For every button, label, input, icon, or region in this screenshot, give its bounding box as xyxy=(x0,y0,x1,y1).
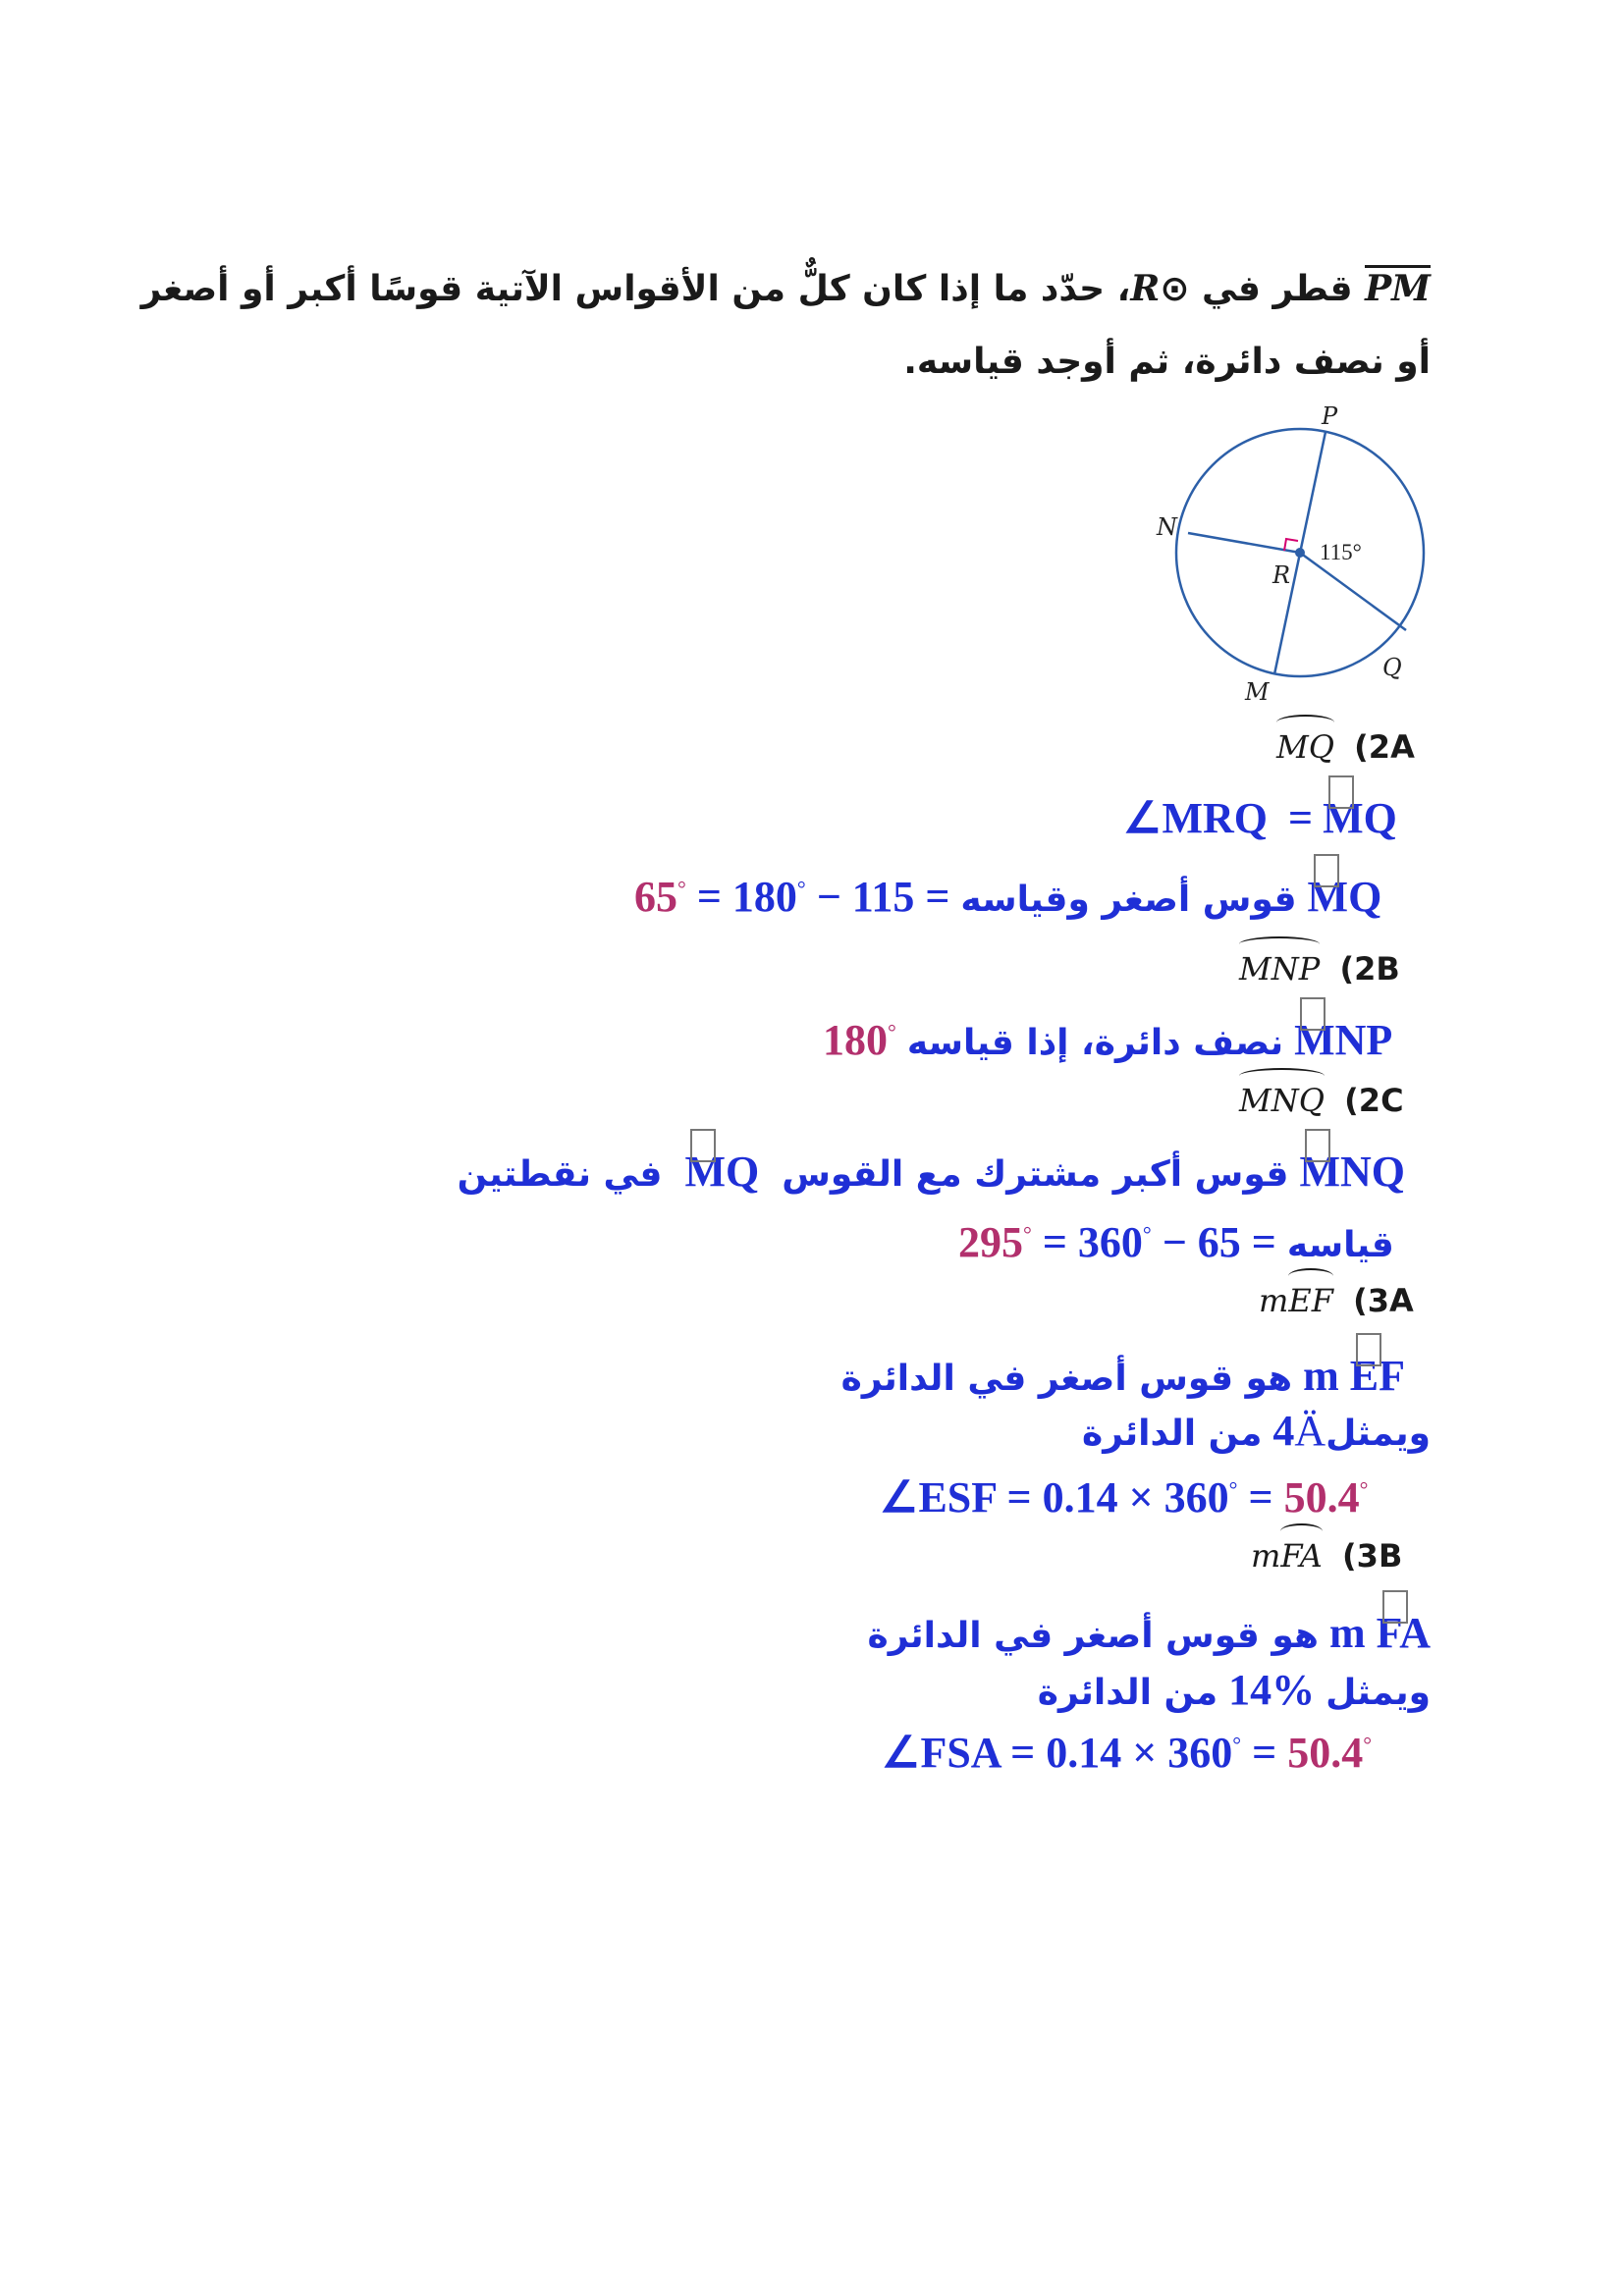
arc-mq-answer-2: MQ xyxy=(1308,872,1382,922)
label-m: M xyxy=(1245,678,1270,706)
circle-name: R xyxy=(1130,268,1161,309)
part-3a-label: m EF (3A xyxy=(1259,1282,1414,1319)
result-3b: 50.4° xyxy=(1287,1729,1372,1777)
text-3b-3: من الدائرة xyxy=(1037,1673,1218,1713)
equals-sign: = xyxy=(1248,1473,1273,1522)
question-line-1 xyxy=(141,265,1431,309)
calc-3b: = 0.14 × 360 xyxy=(1010,1729,1233,1777)
part-2a-num: 2A xyxy=(1368,728,1415,766)
missing-glyph-box xyxy=(1305,1129,1330,1162)
missing-glyph-box xyxy=(1356,1333,1381,1366)
text-2c-2: في نقطتين xyxy=(457,1154,663,1195)
answer-3b-line-2 xyxy=(1038,1665,1431,1715)
answer-2a-line-2: 65° = 180° − 115 = قوس أصغر وقياسه MQ xyxy=(634,872,1381,922)
calc-2a-minus: − 115 = xyxy=(816,873,950,921)
question-text-1: قطر في xyxy=(1189,269,1366,309)
angle-fsa: ∠FSA xyxy=(882,1729,1001,1777)
answer-3a-line-1 xyxy=(841,1351,1405,1401)
result-2b: 180° xyxy=(823,1016,896,1064)
calc-2a: = 180 xyxy=(696,873,797,921)
label-q: Q xyxy=(1382,654,1402,681)
text-2c-1: قوس أكبر مشترك مع القوس xyxy=(782,1154,1289,1195)
equals-sign: = xyxy=(1252,1729,1277,1777)
arc-mq-answer: MQ xyxy=(1323,793,1397,843)
missing-glyph-box xyxy=(1382,1590,1408,1624)
right-angle-mark xyxy=(1284,539,1298,551)
text-3b-1: هو قوس أصغر في الدائرة xyxy=(867,1616,1319,1656)
value-3a: 4 xyxy=(1272,1407,1295,1455)
result-3a: 50.4° xyxy=(1283,1473,1369,1522)
equals-sign: = xyxy=(1287,794,1314,842)
label-r: R xyxy=(1272,561,1291,589)
text-3a-1: هو قوس أصغر في الدائرة xyxy=(840,1359,1293,1399)
calc-2c-minus: − 65 = xyxy=(1162,1218,1276,1266)
calc-2c: = 360 xyxy=(1042,1218,1143,1266)
value-3b: 14% xyxy=(1228,1666,1316,1714)
missing-glyph-box xyxy=(1300,997,1325,1031)
segment-pm: PM xyxy=(1365,265,1431,309)
answer-3a-line-2 xyxy=(1082,1406,1431,1456)
text-3b-2: ويمثل xyxy=(1325,1673,1431,1713)
answer-2a-line-1 xyxy=(1123,793,1397,843)
label-p: P xyxy=(1322,402,1338,430)
circle-figure xyxy=(1129,402,1453,717)
part-2c-num: 2C xyxy=(1358,1082,1404,1119)
part-3b-label: m FA (3B xyxy=(1251,1537,1402,1575)
part-2b-label: MNP (2B xyxy=(1239,950,1400,988)
center-r-dot xyxy=(1295,548,1305,558)
label-n: N xyxy=(1157,513,1177,541)
angle-mrq: ∠MRQ xyxy=(1123,794,1268,842)
answer-3a-line-3: ∠ESF = 0.14 × 360° = 50.4° xyxy=(880,1473,1369,1522)
m-fa-answer: m FA xyxy=(1329,1608,1431,1658)
text-3a-2: ويمثل xyxy=(1325,1414,1431,1454)
measure-m: m xyxy=(1251,1537,1281,1575)
garbled-glyph: Ä xyxy=(1294,1407,1326,1455)
text-3a-3: من الدائرة xyxy=(1081,1414,1263,1454)
missing-glyph-box xyxy=(690,1129,716,1162)
m-ef-answer: m EF xyxy=(1303,1351,1405,1401)
arc-mnq-label: MNQ xyxy=(1239,1082,1325,1119)
result-2c: 295° xyxy=(958,1218,1032,1266)
answer-2b xyxy=(823,1015,1392,1065)
question-line-2: أو نصف دائرة، ثم أوجد قياسه. xyxy=(903,342,1431,382)
arc-mnp-label: MNP xyxy=(1239,950,1320,988)
missing-glyph-box xyxy=(1328,775,1354,809)
text-2a: قوس أصغر وقياسه xyxy=(960,880,1297,920)
answer-3b-line-1 xyxy=(867,1608,1431,1658)
part-2b-num: 2B xyxy=(1354,950,1400,988)
answer-2c-line-2: 295° = 360° − 65 = قياسه xyxy=(958,1218,1394,1266)
arc-ef-label: EF xyxy=(1288,1282,1333,1319)
chord-nr xyxy=(1188,533,1300,553)
part-3b-num: 3B xyxy=(1356,1537,1403,1575)
arc-mq-answer-3: MQ xyxy=(684,1147,759,1197)
text-2b: نصف دائرة، إذا قياسه xyxy=(906,1023,1284,1063)
part-2c-label: MNQ (2C xyxy=(1239,1082,1404,1119)
part-3a-num: 3A xyxy=(1367,1282,1414,1319)
text-2c-3: قياسه xyxy=(1286,1225,1394,1265)
measure-m: m xyxy=(1259,1282,1289,1319)
angle-label: 115° xyxy=(1320,540,1362,564)
arc-fa-label: FA xyxy=(1280,1537,1323,1575)
answer-3b-line-3: ∠FSA = 0.14 × 360° = 50.4° xyxy=(882,1729,1372,1777)
angle-esf: ∠ESF xyxy=(880,1473,997,1522)
missing-glyph-box xyxy=(1314,854,1339,887)
arc-mq-label: MQ xyxy=(1276,728,1334,766)
result-2a: 65° xyxy=(634,873,686,921)
part-2a-label: MQ (2A xyxy=(1276,728,1415,766)
arc-mnp-answer: MNP xyxy=(1294,1015,1392,1065)
question-text-2: ، حدّد ما إذا كان كلٌّ من الأقواس الآتية قوسًا أكبر أو أصغر xyxy=(140,269,1131,309)
circle-symbol: ⊙ xyxy=(1160,269,1190,309)
calc-3a: = 0.14 × 360 xyxy=(1006,1473,1229,1522)
answer-2c-line-1 xyxy=(458,1147,1405,1197)
arc-mnq-answer: MNQ xyxy=(1299,1147,1405,1197)
